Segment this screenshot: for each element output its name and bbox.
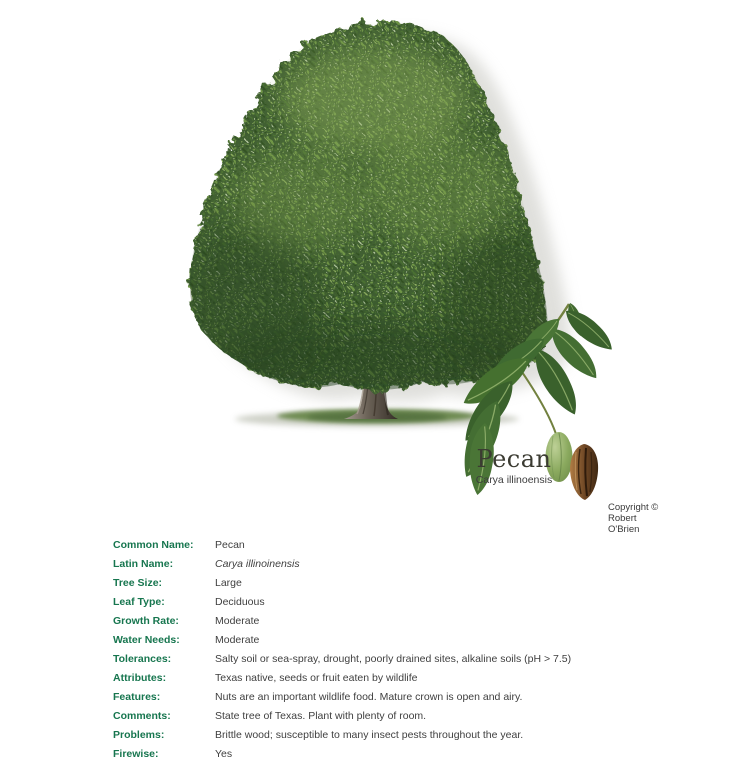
attribute-row-leaf-type bbox=[113, 593, 571, 612]
attribute-label: Attributes: bbox=[113, 672, 167, 684]
attribute-value: Pecan bbox=[215, 539, 245, 551]
attribute-label: Latin Name: bbox=[113, 558, 174, 570]
attribute-label: Water Needs: bbox=[113, 634, 180, 646]
attribute-row-attributes bbox=[113, 669, 571, 688]
attribute-label: Common Name: bbox=[113, 539, 194, 551]
attribute-value: Texas native, seeds or fruit eaten by wildlife bbox=[215, 672, 418, 684]
attribute-value: State tree of Texas. Plant with plenty of room. bbox=[215, 710, 427, 722]
attribute-value: Brittle wood; susceptible to many insect pests throughout the year. bbox=[215, 729, 524, 741]
attribute-value: Yes bbox=[215, 748, 233, 760]
attribute-row-comments bbox=[113, 707, 571, 726]
attribute-row-latin-name bbox=[113, 555, 571, 574]
attribute-label: Firewise: bbox=[113, 748, 159, 760]
tree-artwork bbox=[140, 5, 670, 520]
attribute-label: Leaf Type: bbox=[113, 596, 165, 608]
attribute-label: Features: bbox=[113, 691, 161, 703]
attribute-value: Carya illinoinensis bbox=[215, 558, 300, 570]
attribute-row-water-needs bbox=[113, 631, 571, 650]
attribute-row-tolerances bbox=[113, 650, 571, 669]
tree-latin-name-caption: Carya illinoensis bbox=[475, 474, 553, 486]
attribute-label: Comments: bbox=[113, 710, 171, 722]
attribute-value: Deciduous bbox=[215, 596, 265, 608]
attribute-row-common-name bbox=[113, 536, 571, 555]
copyright-notice: Copyright © Robert O'Brien bbox=[608, 502, 659, 535]
tree-canopy bbox=[180, 21, 565, 400]
attribute-label: Tolerances: bbox=[113, 653, 172, 665]
attribute-label: Problems: bbox=[113, 729, 165, 741]
attribute-value: Moderate bbox=[215, 615, 260, 627]
attribute-row-firewise bbox=[113, 745, 571, 764]
attribute-value: Moderate bbox=[215, 634, 260, 646]
attribute-label: Growth Rate: bbox=[113, 615, 179, 627]
attribute-value: Large bbox=[215, 577, 242, 589]
attribute-label: Tree Size: bbox=[113, 577, 163, 589]
attribute-value: Nuts are an important wildlife food. Mature crown is open and airy. bbox=[215, 691, 523, 703]
tree-common-name-caption: Pecan bbox=[476, 445, 552, 473]
tree-illustration bbox=[140, 5, 670, 535]
attribute-row-growth-rate bbox=[113, 612, 571, 631]
attribute-row-features bbox=[113, 688, 571, 707]
attribute-row-tree-size bbox=[113, 574, 571, 593]
attribute-value: Salty soil or sea-spray, drought, poorly drained sites, alkaline soils (pH > 7.5) bbox=[215, 653, 572, 665]
attribute-row-problems bbox=[113, 726, 571, 745]
tree-attributes-table bbox=[113, 536, 571, 764]
